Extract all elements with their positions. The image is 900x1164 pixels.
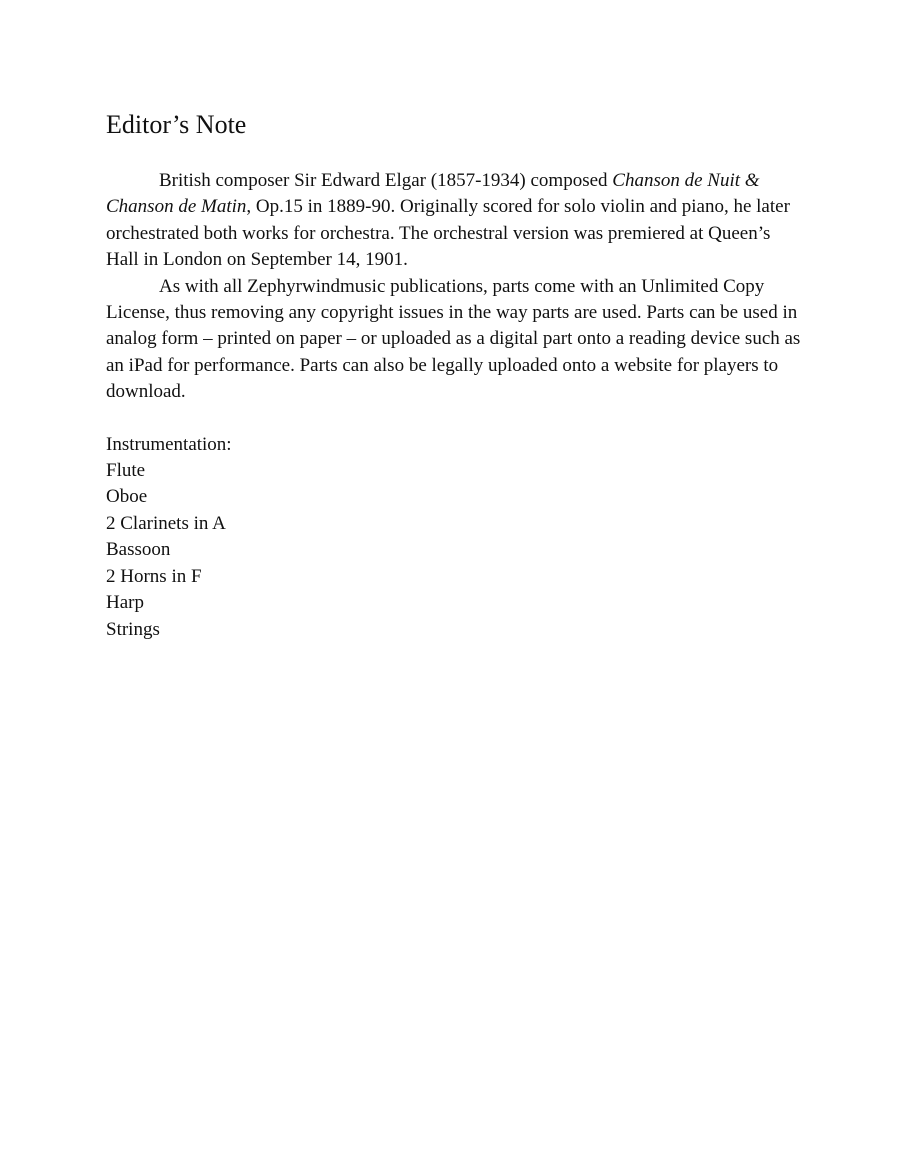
instrument-item: 2 Horns in F	[106, 565, 202, 587]
note-body	[106, 168, 806, 406]
paragraph-elgar	[106, 168, 806, 274]
instrument-item: Harp	[106, 592, 144, 614]
instrument-item: Strings	[106, 618, 160, 640]
document-page	[106, 108, 806, 643]
work-title-nuit: Chanson de Nuit	[612, 170, 741, 191]
work-title-matin: & Chanson de Matin	[106, 170, 760, 218]
instrument-item: Flute	[106, 460, 146, 482]
page-title: Editor’s Note	[106, 110, 247, 139]
instrument-item: Bassoon	[106, 539, 171, 561]
instrument-item: Oboe	[106, 486, 148, 508]
paragraph-elgar-text-1: British composer Sir Edward Elgar (1857-1934) composed	[159, 170, 613, 191]
paragraph-elgar-text-3: , Op.15 in 1889-90. Originally scored for solo violin and piano, he later orchestrated both works for orchestra. The orchestral version was premiered at Queen’s Hall in London on September 14, 1901.	[106, 196, 790, 271]
paragraph-license: As with all Zephyrwindmusic publications, parts come with an Unlimited Copy License, thus removing any copyright issues in the way parts are used. Parts can be used in analog form – printed on paper – or uploaded as a digital part onto a reading device such as an iPad for performance. Parts can also be legally uploaded onto a website for players to download.	[106, 275, 801, 403]
instrumentation-heading: Instrumentation:	[106, 433, 232, 455]
instrument-item: 2 Clarinets in A	[106, 512, 226, 534]
instrumentation-list	[106, 432, 806, 643]
